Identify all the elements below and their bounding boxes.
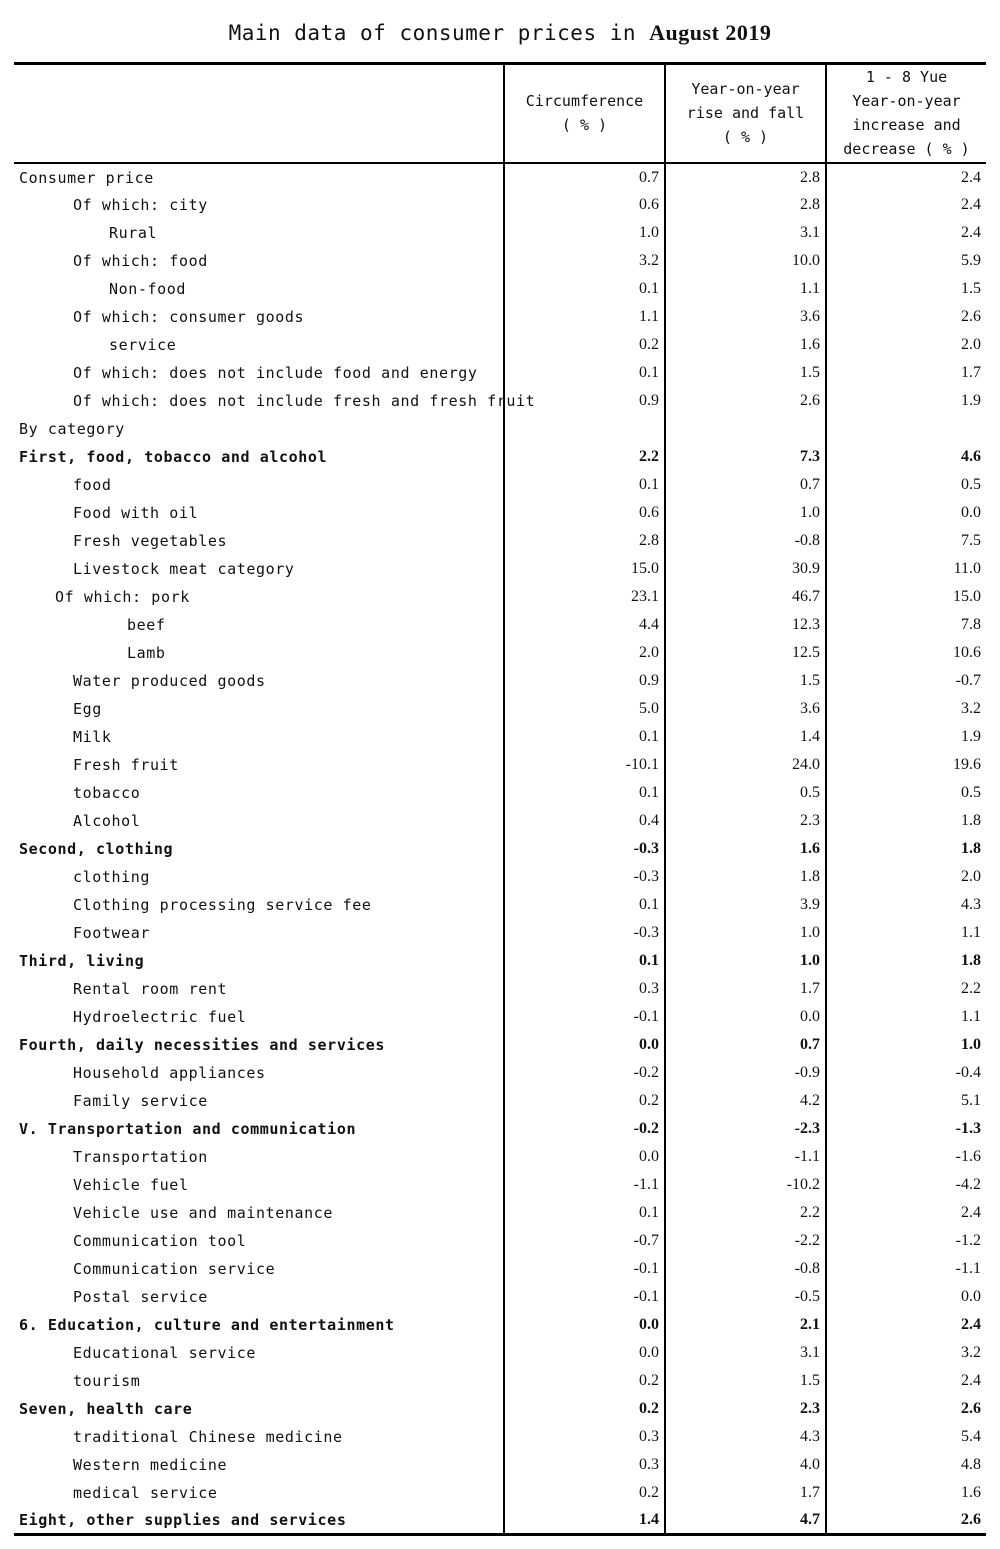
row-label: Milk <box>73 727 112 746</box>
table-row <box>14 1087 986 1115</box>
row-label: Alcohol <box>73 811 141 830</box>
value-circumference <box>504 415 665 443</box>
row-label: Non-food <box>109 279 187 298</box>
value-year-on-year: 1.5 <box>665 359 826 387</box>
value-circumference: 0.2 <box>504 331 665 359</box>
value-circumference: 0.9 <box>504 387 665 415</box>
value-year-on-year: 4.2 <box>665 1087 826 1115</box>
value-circumference: 23.1 <box>504 583 665 611</box>
row-label: Fresh vegetables <box>73 531 228 550</box>
value-circumference: 0.2 <box>504 1395 665 1423</box>
table-row <box>14 835 986 863</box>
header-circumference <box>504 64 665 163</box>
value-circumference: 0.2 <box>504 1367 665 1395</box>
table-row <box>14 359 986 387</box>
row-label: Seven, health care <box>19 1399 193 1418</box>
row-label: Western medicine <box>73 1455 228 1474</box>
table-row <box>14 303 986 331</box>
title-emphasis: August 2019 <box>649 20 772 45</box>
value-year-to-date: 1.5 <box>826 275 986 303</box>
page-title <box>0 20 1000 46</box>
table-row <box>14 583 986 611</box>
value-circumference: -1.1 <box>504 1171 665 1199</box>
value-year-to-date: 2.6 <box>826 1507 986 1535</box>
value-circumference: 0.3 <box>504 1451 665 1479</box>
table-row <box>14 1423 986 1451</box>
value-circumference: 0.4 <box>504 807 665 835</box>
table-row <box>14 1003 986 1031</box>
row-label: Footwear <box>73 923 151 942</box>
value-year-to-date: 2.2 <box>826 975 986 1003</box>
row-label: Hydroelectric fuel <box>73 1007 247 1026</box>
value-circumference: 0.2 <box>504 1087 665 1115</box>
table-row <box>14 947 986 975</box>
table-row <box>14 975 986 1003</box>
value-year-on-year: 12.3 <box>665 611 826 639</box>
table-row <box>14 1255 986 1283</box>
header-row <box>14 64 986 163</box>
row-label: Rental room rent <box>73 979 228 998</box>
table-row <box>14 443 986 471</box>
value-circumference: 0.0 <box>504 1339 665 1367</box>
value-year-on-year: 7.3 <box>665 443 826 471</box>
header-line: Year-on-year <box>691 80 800 99</box>
row-label: Communication tool <box>73 1231 247 1250</box>
value-circumference: 0.3 <box>504 1423 665 1451</box>
table-row <box>14 1059 986 1087</box>
value-year-on-year: -0.8 <box>665 527 826 555</box>
value-year-to-date: 1.7 <box>826 359 986 387</box>
value-year-to-date: 3.2 <box>826 1339 986 1367</box>
value-year-on-year: 1.4 <box>665 723 826 751</box>
value-year-on-year: 1.6 <box>665 835 826 863</box>
value-year-on-year: 2.6 <box>665 387 826 415</box>
cpi-table <box>14 62 986 1536</box>
title-prefix: Main data of consumer prices in <box>228 21 637 45</box>
value-year-to-date: 1.8 <box>826 835 986 863</box>
value-circumference: 0.9 <box>504 667 665 695</box>
value-circumference: 1.0 <box>504 219 665 247</box>
value-year-on-year: 2.8 <box>665 163 826 191</box>
value-year-to-date: 4.3 <box>826 891 986 919</box>
row-label: Vehicle use and maintenance <box>73 1203 334 1222</box>
value-year-to-date: 1.0 <box>826 1031 986 1059</box>
row-label: Clothing processing service fee <box>73 895 372 914</box>
value-year-to-date: 2.4 <box>826 1367 986 1395</box>
value-year-to-date: -4.2 <box>826 1171 986 1199</box>
value-year-on-year: -0.9 <box>665 1059 826 1087</box>
value-year-on-year: 3.1 <box>665 219 826 247</box>
row-label: Of which: pork <box>55 587 190 606</box>
value-year-to-date: 2.0 <box>826 331 986 359</box>
row-label: Fourth, daily necessities and services <box>19 1035 385 1054</box>
value-circumference: 0.6 <box>504 191 665 219</box>
table-row <box>14 527 986 555</box>
value-circumference: 3.2 <box>504 247 665 275</box>
row-label: clothing <box>73 867 151 886</box>
value-year-to-date <box>826 415 986 443</box>
row-label: beef <box>127 615 166 634</box>
header-line: ( % ) <box>722 128 769 147</box>
table-row <box>14 555 986 583</box>
value-year-to-date: 3.2 <box>826 695 986 723</box>
value-year-to-date: 2.6 <box>826 303 986 331</box>
value-year-to-date: 19.6 <box>826 751 986 779</box>
value-circumference: 2.2 <box>504 443 665 471</box>
row-label: 6. Education, culture and entertainment <box>19 1315 395 1334</box>
value-circumference: 0.1 <box>504 891 665 919</box>
value-year-on-year: -0.8 <box>665 1255 826 1283</box>
value-circumference: 0.1 <box>504 1199 665 1227</box>
table-row <box>14 471 986 499</box>
value-year-on-year: 1.1 <box>665 275 826 303</box>
value-year-to-date: 2.6 <box>826 1395 986 1423</box>
value-circumference: -0.2 <box>504 1059 665 1087</box>
table-row <box>14 1311 986 1339</box>
row-label: Family service <box>73 1091 208 1110</box>
table-row <box>14 667 986 695</box>
value-year-on-year: 2.3 <box>665 807 826 835</box>
header-line: increase and <box>852 116 961 135</box>
value-circumference: 0.1 <box>504 723 665 751</box>
value-year-to-date: 5.1 <box>826 1087 986 1115</box>
row-label: Lamb <box>127 643 166 662</box>
value-year-to-date: 2.4 <box>826 191 986 219</box>
value-circumference: -0.1 <box>504 1003 665 1031</box>
table-row <box>14 919 986 947</box>
value-year-on-year: 10.0 <box>665 247 826 275</box>
value-year-to-date: 0.5 <box>826 779 986 807</box>
value-year-to-date: 5.4 <box>826 1423 986 1451</box>
row-label: Transportation <box>73 1147 208 1166</box>
value-year-on-year: 24.0 <box>665 751 826 779</box>
table-row <box>14 1339 986 1367</box>
value-year-to-date: 1.1 <box>826 1003 986 1031</box>
table-row <box>14 723 986 751</box>
value-year-to-date: 15.0 <box>826 583 986 611</box>
row-label: Vehicle fuel <box>73 1175 189 1194</box>
value-year-on-year: 2.2 <box>665 1199 826 1227</box>
value-year-on-year: -2.2 <box>665 1227 826 1255</box>
table-row <box>14 191 986 219</box>
value-year-on-year: 2.3 <box>665 1395 826 1423</box>
value-circumference: 0.0 <box>504 1031 665 1059</box>
table-row <box>14 1227 986 1255</box>
value-year-to-date: 1.9 <box>826 387 986 415</box>
value-year-on-year: -2.3 <box>665 1115 826 1143</box>
value-circumference: -10.1 <box>504 751 665 779</box>
value-year-on-year: 2.8 <box>665 191 826 219</box>
value-year-to-date: -1.1 <box>826 1255 986 1283</box>
value-year-to-date: 1.8 <box>826 807 986 835</box>
value-year-on-year: 1.0 <box>665 919 826 947</box>
value-circumference: 0.1 <box>504 275 665 303</box>
header-line: 1 - 8 Yue <box>865 68 948 87</box>
row-label: Consumer price <box>19 168 154 187</box>
row-label: tobacco <box>73 783 141 802</box>
header-line: decrease ( % ) <box>843 140 970 159</box>
table-row <box>14 415 986 443</box>
row-label: Livestock meat category <box>73 559 295 578</box>
table-row <box>14 611 986 639</box>
row-label: First, food, tobacco and alcohol <box>19 447 328 466</box>
row-label: tourism <box>73 1371 141 1390</box>
table-row <box>14 1395 986 1423</box>
header-item <box>14 64 504 163</box>
row-label: Rural <box>109 223 158 242</box>
value-year-to-date: 2.4 <box>826 163 986 191</box>
value-circumference: -0.3 <box>504 919 665 947</box>
value-year-to-date: 0.0 <box>826 499 986 527</box>
value-circumference: -0.2 <box>504 1115 665 1143</box>
table-row <box>14 1143 986 1171</box>
value-circumference: 0.1 <box>504 779 665 807</box>
row-label: Of which: food <box>73 251 208 270</box>
value-year-to-date: 2.4 <box>826 219 986 247</box>
table-row <box>14 499 986 527</box>
value-year-on-year: 0.0 <box>665 1003 826 1031</box>
value-year-to-date: 4.6 <box>826 443 986 471</box>
table-row <box>14 219 986 247</box>
value-year-on-year: -1.1 <box>665 1143 826 1171</box>
value-circumference: 1.1 <box>504 303 665 331</box>
row-label: Food with oil <box>73 503 199 522</box>
value-year-on-year: -10.2 <box>665 1171 826 1199</box>
row-label: Of which: does not include food and energy <box>73 363 478 382</box>
header-line: ( % ) <box>561 116 608 135</box>
value-year-on-year: 3.1 <box>665 1339 826 1367</box>
table-row <box>14 639 986 667</box>
row-label: Household appliances <box>73 1063 266 1082</box>
value-year-to-date: 11.0 <box>826 555 986 583</box>
value-year-on-year <box>665 415 826 443</box>
row-label: Water produced goods <box>73 671 266 690</box>
value-year-on-year: 1.0 <box>665 499 826 527</box>
value-year-to-date: 2.4 <box>826 1311 986 1339</box>
value-year-on-year: 4.0 <box>665 1451 826 1479</box>
table-row <box>14 1199 986 1227</box>
value-circumference: 0.0 <box>504 1311 665 1339</box>
value-year-to-date: -0.7 <box>826 667 986 695</box>
row-label: medical service <box>73 1483 218 1502</box>
value-year-to-date: -0.4 <box>826 1059 986 1087</box>
row-label: Of which: consumer goods <box>73 307 305 326</box>
value-year-on-year: 1.5 <box>665 1367 826 1395</box>
value-year-to-date: 7.8 <box>826 611 986 639</box>
value-year-on-year: 2.1 <box>665 1311 826 1339</box>
header-year-to-date <box>826 64 986 163</box>
value-year-on-year: 1.5 <box>665 667 826 695</box>
header-line: rise and fall <box>686 104 805 123</box>
value-circumference: 2.8 <box>504 527 665 555</box>
table-row <box>14 387 986 415</box>
value-circumference: -0.1 <box>504 1255 665 1283</box>
table-row <box>14 1479 986 1507</box>
table-row <box>14 1031 986 1059</box>
value-year-on-year: 0.7 <box>665 471 826 499</box>
table-row <box>14 1367 986 1395</box>
value-year-on-year: 0.5 <box>665 779 826 807</box>
value-year-to-date: 5.9 <box>826 247 986 275</box>
value-circumference: 4.4 <box>504 611 665 639</box>
value-year-on-year: 4.3 <box>665 1423 826 1451</box>
table-row <box>14 779 986 807</box>
row-label: Postal service <box>73 1287 208 1306</box>
value-circumference: 5.0 <box>504 695 665 723</box>
value-circumference: -0.7 <box>504 1227 665 1255</box>
row-label: By category <box>19 419 125 438</box>
value-year-on-year: 3.9 <box>665 891 826 919</box>
value-year-to-date: 1.9 <box>826 723 986 751</box>
value-year-on-year: 30.9 <box>665 555 826 583</box>
row-label: Educational service <box>73 1343 256 1362</box>
row-label: service <box>109 335 177 354</box>
value-circumference: 0.1 <box>504 947 665 975</box>
value-circumference: -0.3 <box>504 835 665 863</box>
value-circumference: 2.0 <box>504 639 665 667</box>
value-year-to-date: 1.8 <box>826 947 986 975</box>
row-label: Communication service <box>73 1259 276 1278</box>
table-row <box>14 1507 986 1535</box>
value-year-to-date: 2.4 <box>826 1199 986 1227</box>
table-row <box>14 863 986 891</box>
value-circumference: -0.1 <box>504 1283 665 1311</box>
value-year-to-date: -1.3 <box>826 1115 986 1143</box>
value-year-to-date: 4.8 <box>826 1451 986 1479</box>
value-circumference: 0.3 <box>504 975 665 1003</box>
table-row <box>14 1283 986 1311</box>
value-year-on-year: 4.7 <box>665 1507 826 1535</box>
value-year-on-year: 1.0 <box>665 947 826 975</box>
row-label: food <box>73 475 112 494</box>
table-row <box>14 807 986 835</box>
value-circumference: -0.3 <box>504 863 665 891</box>
table-row <box>14 331 986 359</box>
value-year-on-year: 1.8 <box>665 863 826 891</box>
row-label: Egg <box>73 699 102 718</box>
value-year-on-year: 1.7 <box>665 975 826 1003</box>
row-label: V. Transportation and communication <box>19 1119 357 1138</box>
table-row <box>14 275 986 303</box>
value-circumference: 0.2 <box>504 1479 665 1507</box>
value-circumference: 0.1 <box>504 471 665 499</box>
value-year-to-date: 0.5 <box>826 471 986 499</box>
row-label: Fresh fruit <box>73 755 179 774</box>
row-label: Eight, other supplies and services <box>14 1507 504 1535</box>
row-label: traditional Chinese medicine <box>73 1427 343 1446</box>
value-year-on-year: 3.6 <box>665 303 826 331</box>
value-year-on-year: 46.7 <box>665 583 826 611</box>
value-year-on-year: 3.6 <box>665 695 826 723</box>
value-year-on-year: 12.5 <box>665 639 826 667</box>
value-circumference: 0.7 <box>504 163 665 191</box>
value-circumference: 15.0 <box>504 555 665 583</box>
table-row <box>14 1171 986 1199</box>
value-year-to-date: -1.6 <box>826 1143 986 1171</box>
value-year-to-date: -1.2 <box>826 1227 986 1255</box>
header-line: Year-on-year <box>852 92 961 111</box>
value-year-on-year: 1.7 <box>665 1479 826 1507</box>
value-circumference: 0.1 <box>504 359 665 387</box>
value-year-to-date: 1.6 <box>826 1479 986 1507</box>
row-label: Of which: does not include fresh and fresh fruit <box>73 391 536 410</box>
value-circumference: 0.6 <box>504 499 665 527</box>
table-row <box>14 695 986 723</box>
row-label: Of which: city <box>73 195 208 214</box>
table-row <box>14 247 986 275</box>
value-year-on-year: 1.6 <box>665 331 826 359</box>
table-row <box>14 751 986 779</box>
value-year-to-date: 1.1 <box>826 919 986 947</box>
table-row <box>14 1451 986 1479</box>
value-year-on-year: 0.7 <box>665 1031 826 1059</box>
header-year-on-year <box>665 64 826 163</box>
row-label: Second, clothing <box>19 839 174 858</box>
table-row <box>14 1115 986 1143</box>
table-row <box>14 163 986 191</box>
value-year-to-date: 7.5 <box>826 527 986 555</box>
table-body <box>14 163 986 1535</box>
value-year-to-date: 2.0 <box>826 863 986 891</box>
value-circumference: 1.4 <box>504 1507 665 1535</box>
value-year-to-date: 10.6 <box>826 639 986 667</box>
value-year-on-year: -0.5 <box>665 1283 826 1311</box>
value-circumference: 0.0 <box>504 1143 665 1171</box>
table-row <box>14 891 986 919</box>
header-line: Circumference <box>525 92 644 111</box>
value-year-to-date: 0.0 <box>826 1283 986 1311</box>
row-label: Third, living <box>19 951 145 970</box>
